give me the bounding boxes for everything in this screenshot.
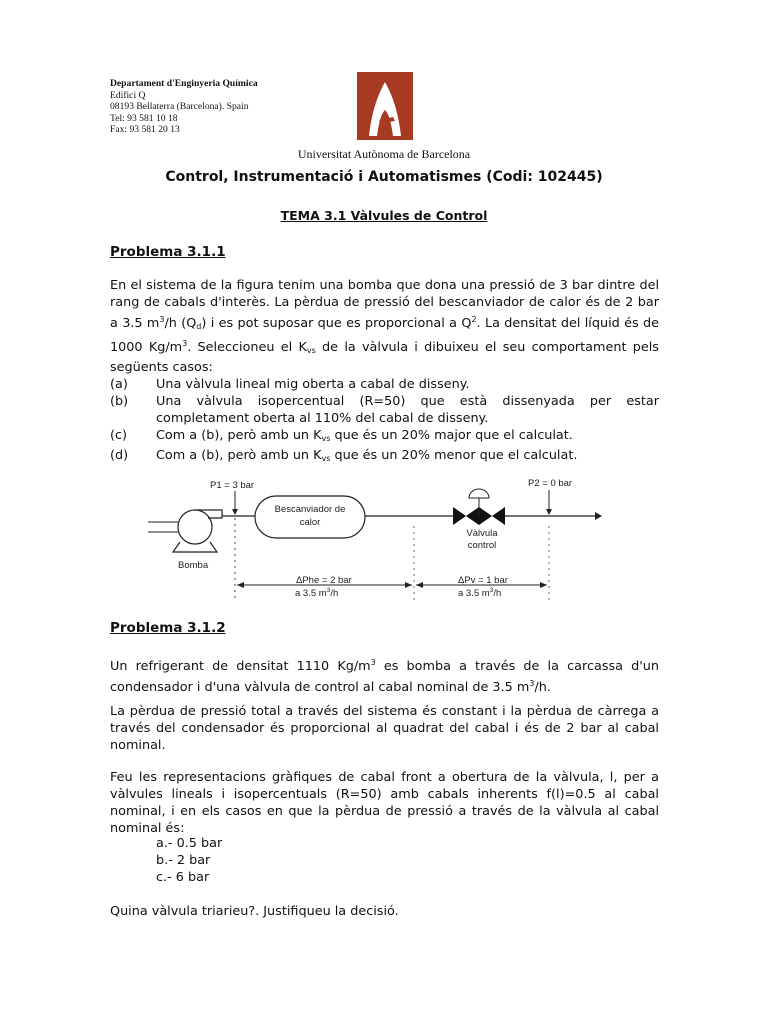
process-diagram xyxy=(140,474,610,606)
pump-label: Bomba xyxy=(178,560,209,571)
pressure-options xyxy=(156,835,222,886)
control-valve-icon xyxy=(453,489,505,525)
institution-header xyxy=(110,78,258,136)
pump-icon xyxy=(148,510,222,552)
dpv-flow-label: a 3.5 $m^3/h$ xyxy=(458,587,502,599)
address: 08193 Bellaterra (Barcelona). Spain xyxy=(110,101,249,113)
p2-label: P2 = 0 bar xyxy=(528,478,573,489)
list-item: (c) Com a (b), però amb un $K_{vs}$ que és un 20% major que el calculat. xyxy=(110,428,573,443)
tema-title-text: TEMA 3.1 Vàlvules de Control xyxy=(280,208,488,223)
p1-label: P1 = 3 bar xyxy=(210,480,255,491)
problem-2-paragraph-1: Un refrigerant de densitat 1110 $Kg/m^3$ es bomba a través de la carcassa d'un condensador i d'una vàlvula de control al cabal nominal de 3.5 $m^3/h$. xyxy=(110,658,659,695)
course-title: Control, Instrumentació i Automatismes (Codi: 102445) xyxy=(165,169,603,185)
problem-2-paragraph-3: Feu les representacions gràfiques de cabal front a obertura de la vàlvula, l, per a vàlvules lineals i isopercentuals (R=50) amb cabals inherents f(l)=0.5 al cabal nominal, i en els casos en que la pèrdua de pressió a través de la vàlvula al cabal nominal és: xyxy=(110,770,659,836)
exchanger-label-1: Bescanviador de xyxy=(274,504,346,515)
problem-1-statement: En el sistema de la figura tenim una bomba que dona una pressió de 3 bar dintre del rang de cabals d'interès. La pèrdua de pressió del bescanviador de calor és de 2 bar a 3.5 $m^3/h$ $(Q_d)$ i es pot suposar que es proporcional a $Q^2$. La densitat del líquid és de 1000 $Kg/m^3$. Seleccioneu el $K_{vs}$ de la vàlvula i dibuixeu el seu comportament pels següents casos: xyxy=(110,278,659,375)
dpv-label: ΔPv = 1 bar xyxy=(458,575,508,586)
university-logo-icon xyxy=(355,70,415,142)
fax: Fax: 93 581 20 13 xyxy=(110,124,180,136)
problem-1-title: Problema 3.1.1 xyxy=(110,244,226,260)
valve-label-2: control xyxy=(467,540,497,551)
problem-2-question: Quina vàlvula triarieu?. Justifiqueu la decisió. xyxy=(110,904,399,919)
list-item: (b) Una vàlvula isopercentual (R=50) que està dissenyada per estar completament oberta al 110% del cabal de disseny. xyxy=(110,394,659,426)
list-item: (a) Una vàlvula lineal mig oberta a cabal de disseny. xyxy=(110,377,470,392)
building: Edifici Q xyxy=(110,89,146,101)
list-item: (d) Com a (b), però amb un $K_{vs}$ que és un 20% menor que el calculat. xyxy=(110,448,578,463)
list-item: c.- 6 bar xyxy=(156,870,210,885)
valve-label-1: Vàlvula xyxy=(466,528,498,539)
problem-2-title: Problema 3.1.2 xyxy=(110,620,226,636)
telephone: Tel: 93 581 10 18 xyxy=(110,112,178,124)
dphe-label: ΔPhe = 2 bar xyxy=(296,575,352,586)
list-item: b.- 2 bar xyxy=(156,853,211,868)
university-name: Universitat Autònoma de Barcelona xyxy=(297,147,471,161)
case-list xyxy=(110,376,659,467)
list-item: a.- 0.5 bar xyxy=(156,836,223,851)
tema-title xyxy=(0,208,768,223)
exchanger-label-2: calor xyxy=(299,517,321,528)
problem-2-paragraph-2: La pèrdua de pressió total a través del sistema és constant i la pèrdua de càrrega a través del condensador és proporcional al quadrat del cabal i és de 2 bar al cabal nominal. xyxy=(110,704,659,753)
dphe-flow-label: a 3.5 $m^3/h$ xyxy=(295,587,339,599)
department-name: Departament d'Enginyeria Química xyxy=(110,78,258,89)
